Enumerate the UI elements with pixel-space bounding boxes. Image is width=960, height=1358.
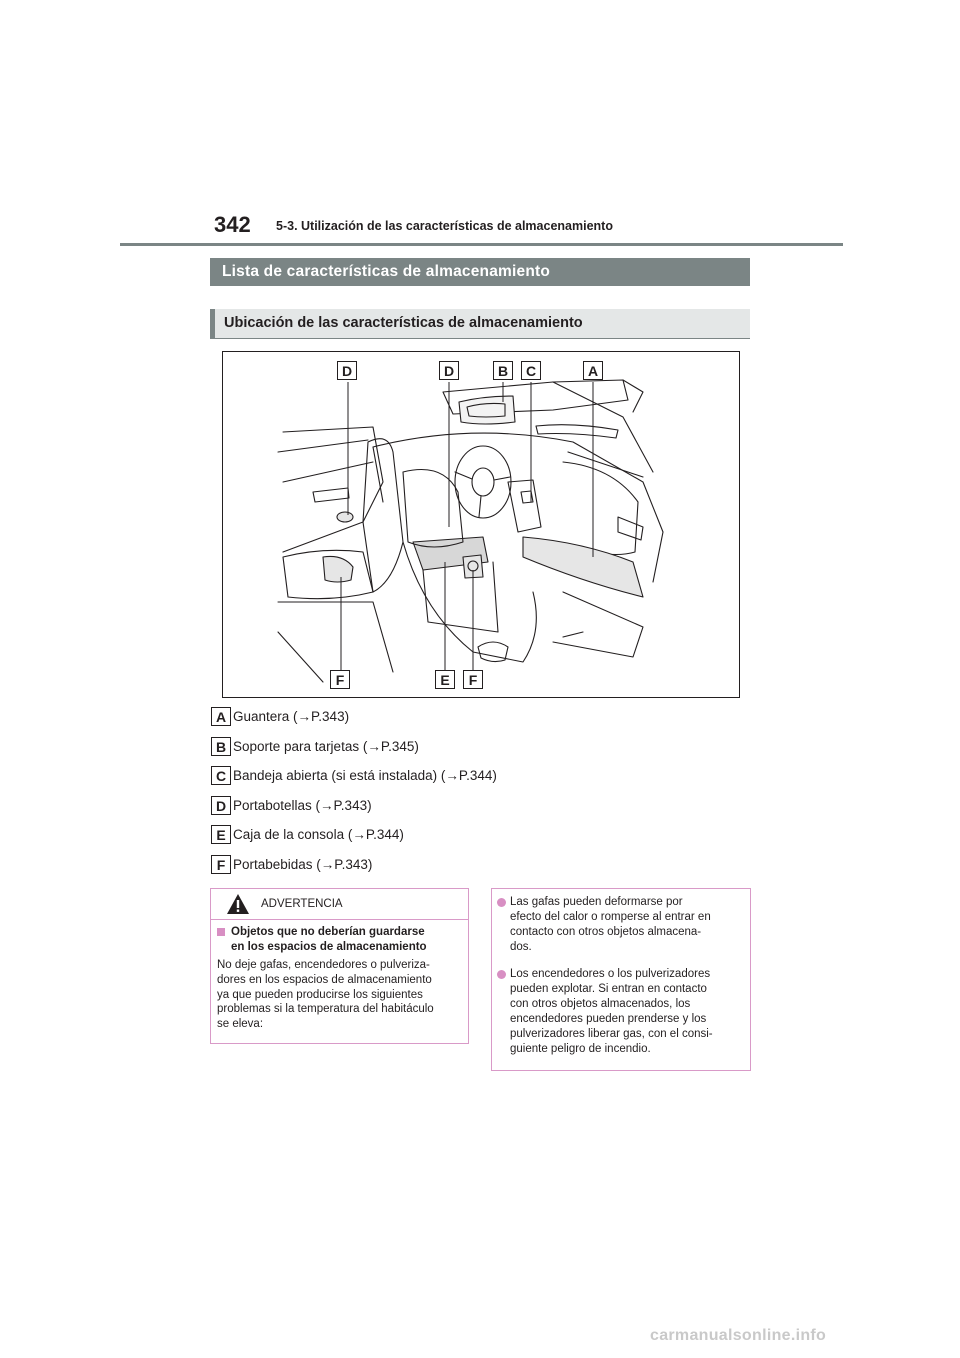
heading-line: en los espacios de almacenamiento bbox=[231, 941, 427, 953]
item-line: contacto con otros objetos almacena- bbox=[510, 926, 702, 938]
square-bullet-icon bbox=[217, 928, 225, 936]
callout-d-bottle-holder-front: D bbox=[439, 361, 459, 380]
legend-letter: F bbox=[211, 855, 231, 874]
warning-body bbox=[217, 958, 464, 1032]
interior-line-drawing bbox=[223, 352, 740, 698]
item-line: Los encendedores o los pulverizadores bbox=[510, 968, 711, 980]
callout-d-bottle-holder-door: D bbox=[337, 361, 357, 380]
callout-a-glovebox: A bbox=[583, 361, 603, 380]
legend-text: Guantera (→P.343) bbox=[233, 709, 350, 724]
warning-box bbox=[210, 888, 469, 1044]
item-line: encendedores pueden prenderse y los bbox=[510, 1013, 707, 1025]
main-heading: Lista de características de almacenamiento bbox=[210, 258, 750, 286]
legend-letter: D bbox=[211, 796, 231, 815]
section-title: 5-3. Utilización de las características de almacenamiento bbox=[276, 219, 613, 233]
car-interior-illustration bbox=[222, 351, 740, 698]
legend-text: Soporte para tarjetas (→P.345) bbox=[233, 738, 419, 754]
item-line: dos. bbox=[510, 941, 532, 953]
round-bullet-icon bbox=[497, 970, 506, 979]
warning-triangle-icon bbox=[226, 893, 250, 915]
warning-continuation-box bbox=[491, 888, 751, 1071]
header-rule bbox=[120, 243, 843, 246]
callout-c-open-tray: C bbox=[521, 361, 541, 380]
item-line: pulverizadores liberar gas, con el consi- bbox=[510, 1028, 713, 1040]
legend-text: Portabotellas (→P.343) bbox=[233, 797, 372, 813]
watermark: carmanualsonline.info bbox=[650, 1327, 827, 1344]
legend-letter: C bbox=[211, 766, 231, 785]
bullet-item-lighters bbox=[497, 967, 745, 1057]
item-line: guiente peligro de incendio. bbox=[510, 1043, 651, 1055]
item-line: pueden explotar. Si entran en contacto bbox=[510, 983, 707, 995]
callout-f-cup-holder-front: F bbox=[463, 670, 483, 689]
legend-text: Caja de la consola (→P.344) bbox=[233, 827, 404, 842]
legend-letter: B bbox=[211, 737, 231, 756]
body-line: ya que pueden producirse los siguientes bbox=[217, 988, 423, 1001]
item-line: Las gafas pueden deformarse por bbox=[510, 896, 683, 908]
warning-title: ADVERTENCIA bbox=[261, 898, 343, 910]
body-line: problemas si la temperatura del habitáculo bbox=[217, 1003, 434, 1016]
sub-heading: Ubicación de las características de almacenamiento bbox=[210, 309, 750, 339]
warning-item-heading bbox=[217, 925, 462, 955]
body-line: se eleva: bbox=[217, 1018, 264, 1031]
callout-e-console-box: E bbox=[435, 670, 455, 689]
bullet-item-glasses bbox=[497, 895, 745, 955]
callout-f-cup-holder-rear: F bbox=[330, 670, 350, 689]
legend-letter: A bbox=[211, 707, 231, 726]
page-number: 342 bbox=[214, 212, 251, 237]
round-bullet-icon bbox=[497, 898, 506, 907]
body-line: dores en los espacios de almacenamiento bbox=[217, 973, 432, 986]
heading-line: Objetos que no deberían guardarse bbox=[231, 926, 425, 938]
legend-letter: E bbox=[211, 825, 231, 844]
body-line: No deje gafas, encendedores o pulveriza- bbox=[217, 959, 430, 971]
legend-text: Bandeja abierta (si está instalada) (→P.344) bbox=[233, 768, 497, 783]
item-line: con otros objetos almacenados, los bbox=[510, 998, 691, 1010]
legend-text: Portabebidas (→P.343) bbox=[233, 856, 373, 872]
callout-b-card-holder: B bbox=[493, 361, 513, 380]
item-line: efecto del calor o romperse al entrar en bbox=[510, 911, 711, 923]
warning-header bbox=[211, 889, 468, 920]
